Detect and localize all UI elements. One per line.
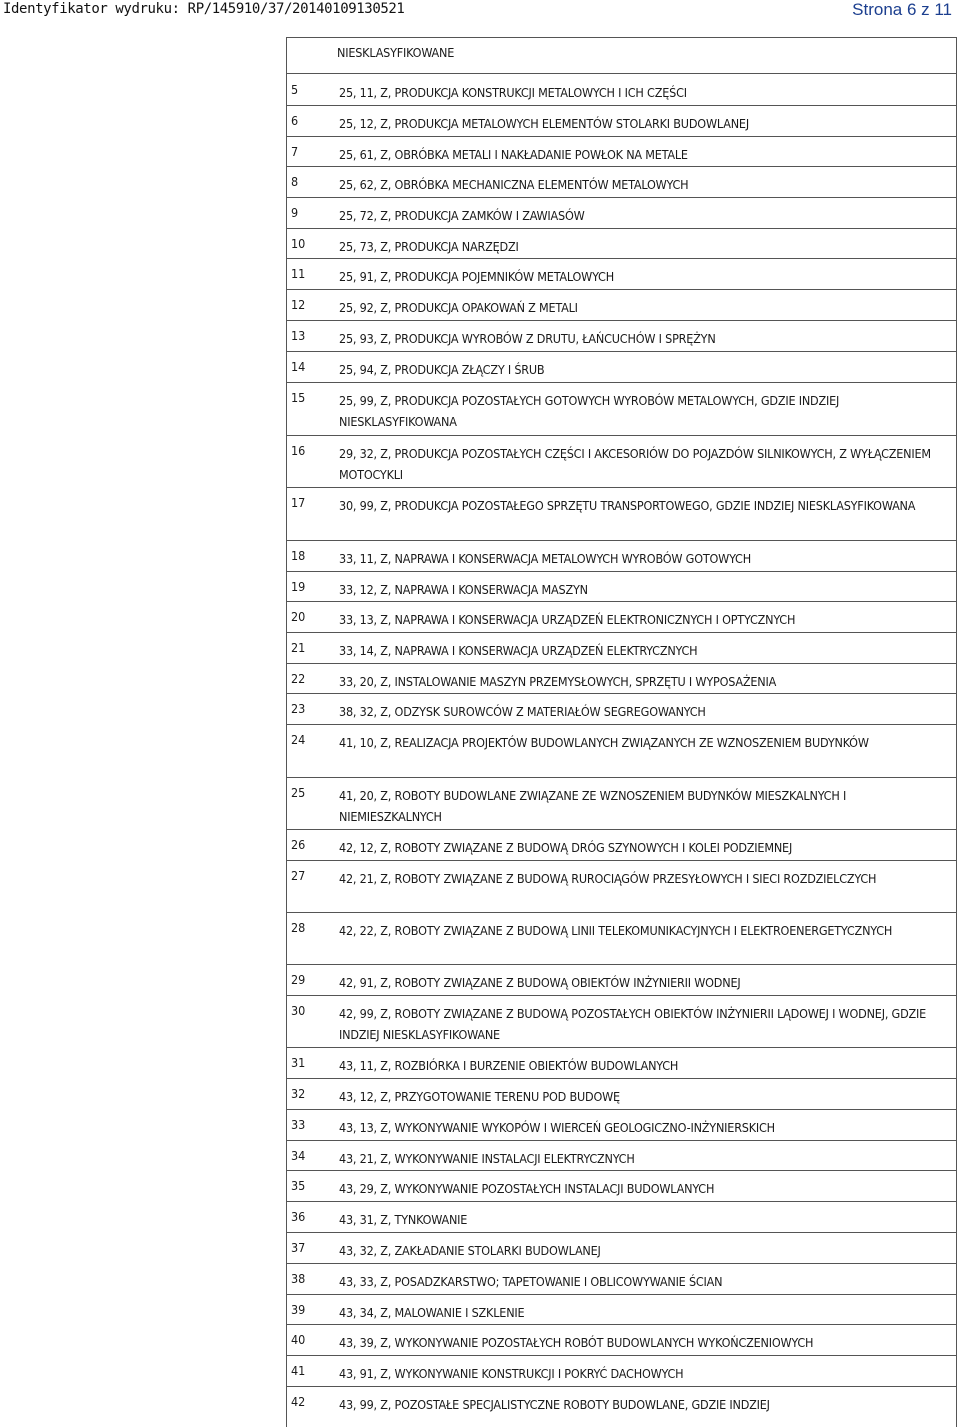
row-description: 42, 12, Z, ROBOTY ZWIĄZANE Z BUDOWĄ DRÓG SZYNOWYCH I KOLEI PODZIEMNEJ <box>339 840 793 855</box>
row-description: 42, 21, Z, ROBOTY ZWIĄZANE Z BUDOWĄ RUROCIĄGÓW PRZESYŁOWYCH I SIECI ROZDZIELCZYCH <box>339 871 877 886</box>
row-number: 22 <box>291 671 306 686</box>
row-description: 25, 93, Z, PRODUKCJA WYROBÓW Z DRUTU, ŁAŃCUCHÓW I SPRĘŻYN <box>339 331 716 346</box>
row-number: 37 <box>291 1240 306 1255</box>
row-divider <box>287 1263 956 1264</box>
row-divider <box>287 1324 956 1325</box>
row-number: 33 <box>291 1117 306 1132</box>
row-description: 43, 34, Z, MALOWANIE I SZKLENIE <box>339 1305 525 1320</box>
row-divider <box>287 1109 956 1110</box>
row-description: 43, 31, Z, TYNKOWANIE <box>339 1212 468 1227</box>
row-number: 40 <box>291 1332 306 1347</box>
row-number: 39 <box>291 1302 306 1317</box>
row-number: 6 <box>291 113 299 128</box>
row-number: 35 <box>291 1178 306 1193</box>
row-divider <box>287 1170 956 1171</box>
section-title: NIESKLASYFIKOWANE <box>337 45 455 60</box>
row-number: 32 <box>291 1086 306 1101</box>
row-number: 20 <box>291 609 306 624</box>
row-description: 33, 20, Z, INSTALOWANIE MASZYN PRZEMYSŁOWYCH, SPRZĘTU I WYPOSAŻENIA <box>339 674 777 689</box>
row-number: 19 <box>291 579 306 594</box>
row-number: 17 <box>291 495 306 510</box>
row-description: 25, 92, Z, PRODUKCJA OPAKOWAŃ Z METALI <box>339 300 578 315</box>
row-number: 34 <box>291 1148 306 1163</box>
row-divider <box>287 228 956 229</box>
row-number: 8 <box>291 174 299 189</box>
row-divider <box>287 487 956 488</box>
row-divider <box>287 693 956 694</box>
row-number: 18 <box>291 548 306 563</box>
row-description: 25, 73, Z, PRODUKCJA NARZĘDZI <box>339 239 519 254</box>
row-divider <box>287 1078 956 1079</box>
row-description: 42, 22, Z, ROBOTY ZWIĄZANE Z BUDOWĄ LINII TELEKOMUNIKACYJNYCH I ELEKTROENERGETYCZNYCH <box>339 923 893 938</box>
row-number: 5 <box>291 82 299 97</box>
row-number: 23 <box>291 701 306 716</box>
row-description: 42, 99, Z, ROBOTY ZWIĄZANE Z BUDOWĄ POZOSTAŁYCH OBIEKTÓW INŻYNIERII LĄDOWEJ I WODNEJ, GDZIE INDZIEJ NIESKLASYFIKOWANE <box>339 1006 927 1042</box>
row-number: 36 <box>291 1209 306 1224</box>
row-description: 43, 11, Z, ROZBIÓRKA I BURZENIE OBIEKTÓW BUDOWLANYCH <box>339 1058 679 1073</box>
row-description: 25, 99, Z, PRODUKCJA POZOSTAŁYCH GOTOWYCH WYROBÓW METALOWYCH, GDZIE INDZIEJ NIESKLASYFIKOWANA <box>339 393 840 429</box>
row-description: 43, 33, Z, POSADZKARSTWO; TAPETOWANIE I OBLICOWYWANIE ŚCIAN <box>339 1274 723 1289</box>
row-divider <box>287 724 956 725</box>
row-description: 42, 91, Z, ROBOTY ZWIĄZANE Z BUDOWĄ OBIEKTÓW INŻYNIERII WODNEJ <box>339 975 741 990</box>
row-divider <box>287 995 956 996</box>
row-number: 30 <box>291 1003 306 1018</box>
row-divider <box>287 320 956 321</box>
row-divider <box>287 1047 956 1048</box>
row-description: 30, 99, Z, PRODUKCJA POZOSTAŁEGO SPRZĘTU TRANSPORTOWEGO, GDZIE INDZIEJ NIESKLASYFIKOWANA <box>339 498 916 513</box>
row-divider <box>287 351 956 352</box>
row-divider <box>287 912 956 913</box>
row-number: 28 <box>291 920 306 935</box>
row-number: 38 <box>291 1271 306 1286</box>
row-divider <box>287 1232 956 1233</box>
row-description: 25, 12, Z, PRODUKCJA METALOWYCH ELEMENTÓW STOLARKI BUDOWLANEJ <box>339 116 749 131</box>
row-divider <box>287 435 956 436</box>
row-divider <box>287 382 956 383</box>
row-divider <box>287 1201 956 1202</box>
row-divider <box>287 829 956 830</box>
row-description: 43, 32, Z, ZAKŁADANIE STOLARKI BUDOWLANEJ <box>339 1243 601 1258</box>
row-description: 43, 21, Z, WYKONYWANIE INSTALACJI ELEKTRYCZNYCH <box>339 1151 635 1166</box>
row-description: 25, 62, Z, OBRÓBKA MECHANICZNA ELEMENTÓW METALOWYCH <box>339 177 689 192</box>
row-divider <box>287 964 956 965</box>
row-description: 43, 91, Z, WYKONYWANIE KONSTRUKCJI I POKRYĆ DACHOWYCH <box>339 1366 684 1381</box>
row-description: 43, 29, Z, WYKONYWANIE POZOSTAŁYCH INSTALACJI BUDOWLANYCH <box>339 1181 715 1196</box>
row-number: 42 <box>291 1394 306 1409</box>
row-divider <box>287 1140 956 1141</box>
row-description: 41, 20, Z, ROBOTY BUDOWLANE ZWIĄZANE ZE WZNOSZENIEM BUDYNKÓW MIESZKALNYCH I NIEMIESZKALNYCH <box>339 788 847 824</box>
row-divider <box>287 258 956 259</box>
row-description: 25, 11, Z, PRODUKCJA KONSTRUKCJI METALOWYCH I ICH CZĘŚCI <box>339 85 687 100</box>
row-number: 16 <box>291 443 306 458</box>
row-divider <box>287 289 956 290</box>
row-number: 11 <box>291 266 306 281</box>
row-description: 43, 13, Z, WYKONYWANIE WYKOPÓW I WIERCEŃ GEOLOGICZNO-INŻYNIERSKICH <box>339 1120 775 1135</box>
row-number: 13 <box>291 328 306 343</box>
row-number: 41 <box>291 1363 306 1378</box>
row-divider <box>287 632 956 633</box>
row-number: 21 <box>291 640 306 655</box>
row-description: 33, 13, Z, NAPRAWA I KONSERWACJA URZĄDZEŃ ELEKTRONICZNYCH I OPTYCZNYCH <box>339 612 796 627</box>
row-divider <box>287 197 956 198</box>
row-divider <box>287 601 956 602</box>
row-description: 33, 14, Z, NAPRAWA I KONSERWACJA URZĄDZEŃ ELEKTRYCZNYCH <box>339 643 698 658</box>
row-number: 7 <box>291 144 299 159</box>
row-number: 15 <box>291 390 306 405</box>
row-description: 33, 11, Z, NAPRAWA I KONSERWACJA METALOWYCH WYROBÓW GOTOWYCH <box>339 551 751 566</box>
row-number: 25 <box>291 785 306 800</box>
row-divider <box>287 1294 956 1295</box>
row-description: 43, 12, Z, PRZYGOTOWANIE TERENU POD BUDOWĘ <box>339 1089 620 1104</box>
activity-table <box>286 37 957 1427</box>
row-divider <box>287 136 956 137</box>
row-description: 41, 10, Z, REALIZACJA PROJEKTÓW BUDOWLANYCH ZWIĄZANYCH ZE WZNOSZENIEM BUDYNKÓW <box>339 735 869 750</box>
row-description: 33, 12, Z, NAPRAWA I KONSERWACJA MASZYN <box>339 582 588 597</box>
page-header <box>0 0 960 24</box>
row-number: 9 <box>291 205 299 220</box>
print-identifier: Identyfikator wydruku: RP/145910/37/20140109130521 <box>3 1 405 17</box>
row-number: 24 <box>291 732 306 747</box>
row-divider <box>287 540 956 541</box>
row-divider <box>287 1355 956 1356</box>
row-divider <box>287 663 956 664</box>
page-number: Strona 6 z 11 <box>852 0 952 19</box>
row-description: 25, 94, Z, PRODUKCJA ZŁĄCZY I ŚRUB <box>339 362 545 377</box>
row-divider <box>287 105 956 106</box>
row-description: 25, 72, Z, PRODUKCJA ZAMKÓW I ZAWIASÓW <box>339 208 585 223</box>
row-number: 31 <box>291 1055 306 1070</box>
row-divider <box>287 1386 956 1387</box>
row-divider <box>287 571 956 572</box>
row-divider <box>287 73 956 74</box>
row-description: 25, 61, Z, OBRÓBKA METALI I NAKŁADANIE POWŁOK NA METALE <box>339 147 688 162</box>
row-divider <box>287 860 956 861</box>
row-description: 25, 91, Z, PRODUKCJA POJEMNIKÓW METALOWYCH <box>339 269 614 284</box>
row-number: 14 <box>291 359 306 374</box>
row-number: 10 <box>291 236 306 251</box>
row-number: 29 <box>291 972 306 987</box>
row-description: 43, 99, Z, POZOSTAŁE SPECJALISTYCZNE ROBOTY BUDOWLANE, GDZIE INDZIEJ <box>339 1397 770 1412</box>
row-description: 29, 32, Z, PRODUKCJA POZOSTAŁYCH CZĘŚCI I AKCESORIÓW DO POJAZDÓW SILNIKOWYCH, Z WYŁĄCZENIEM MOTOCYKLI <box>339 446 931 482</box>
row-number: 27 <box>291 868 306 883</box>
row-number: 26 <box>291 837 306 852</box>
row-number: 12 <box>291 297 306 312</box>
row-description: 43, 39, Z, WYKONYWANIE POZOSTAŁYCH ROBÓT BUDOWLANYCH WYKOŃCZENIOWYCH <box>339 1335 814 1350</box>
row-divider <box>287 166 956 167</box>
row-description: 38, 32, Z, ODZYSK SUROWCÓW Z MATERIAŁÓW SEGREGOWANYCH <box>339 704 706 719</box>
row-divider <box>287 777 956 778</box>
